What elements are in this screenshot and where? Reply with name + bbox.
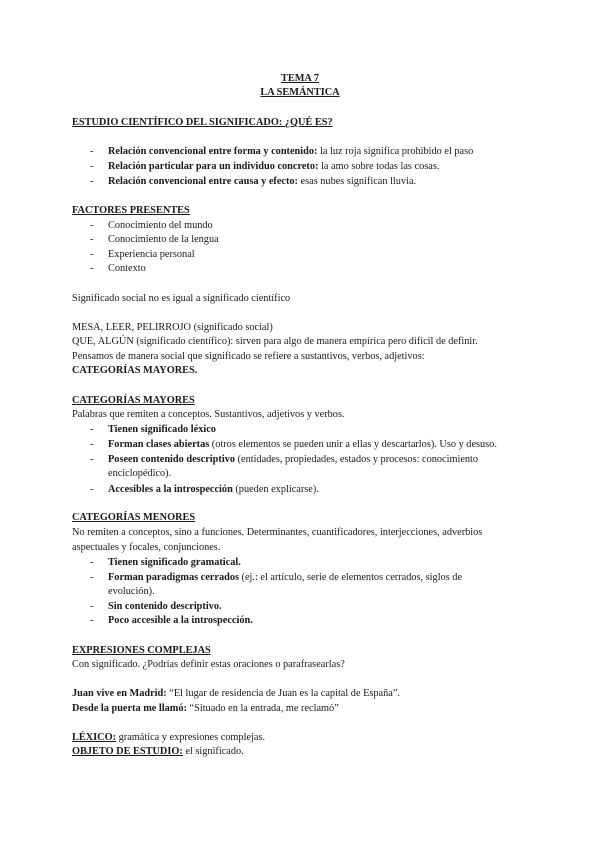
section-heading-factores: FACTORES PRESENTES: [72, 205, 190, 216]
list-dash: -: [90, 263, 94, 274]
list-dash: -: [90, 572, 94, 583]
list-item: Tienen significado léxico: [108, 424, 216, 435]
paragraph: Palabras que remiten a conceptos. Sustantivos, adjetivos y verbos.: [72, 409, 345, 420]
list-dash: -: [90, 176, 94, 187]
list-item: Sin contenido descriptivo.: [108, 601, 222, 612]
list-item-continuation: enciclopédico).: [108, 468, 172, 479]
list-dash: -: [90, 161, 94, 172]
list-item: Forman clases abiertas (otros elementos se pueden unir a ellas y descartarlos). Uso y desuso.: [108, 439, 497, 450]
list-dash: -: [90, 439, 94, 450]
paragraph: aspectuales y focales, conjunciones.: [72, 542, 221, 553]
list-item: Relación particular para un individuo concreto: la amo sobre todas las cosas.: [108, 161, 440, 172]
paragraph: No remiten a conceptos, sino a funciones. Determinantes, cuantificadores, interjecciones, adverbios: [72, 527, 483, 538]
list-item-continuation: evolución).: [108, 586, 155, 597]
list-item: Tienen significado gramatical.: [108, 557, 241, 568]
lexico-line: LÉXICO: gramática y expresiones complejas.: [72, 732, 266, 743]
example-line: Desde la puerta me llamó: “Situado en la entrada, me reclamó”: [72, 703, 339, 714]
list-item: Forman paradigmas cerrados (ej.: el artículo, serie de elementos cerrados, siglos de: [108, 572, 463, 583]
list-dash: -: [90, 424, 94, 435]
list-dash: -: [90, 249, 94, 260]
section-heading-menores: CATEGORÍAS MENORES: [72, 512, 196, 523]
list-dash: -: [90, 557, 94, 568]
paragraph: QUE, ALGÚN (significado científico): sirven para algo de manera empírica pero difícil de definir.: [72, 336, 478, 347]
list-item: Conocimiento del mundo: [108, 220, 213, 231]
paragraph: Significado social no es igual a significado científico: [72, 293, 291, 304]
list-item: Relación convencional entre causa y efecto: esas nubes significan lluvia.: [108, 176, 417, 187]
section-heading-estudio: ESTUDIO CIENTÍFICO DEL SIGNIFICADO: ¿QUÉ ES?: [72, 117, 333, 128]
list-item: Conocimiento de la lengua: [108, 234, 219, 245]
doc-title-line1: TEMA 7: [280, 73, 320, 84]
paragraph: Pensamos de manera social que significado se refiere a sustantivos, verbos, adjetivos:: [72, 351, 425, 362]
list-dash: -: [90, 234, 94, 245]
paragraph: MESA, LEER, PELIRROJO (significado social): [72, 322, 273, 333]
doc-title-line2: LA SEMÁNTICA: [260, 87, 340, 98]
list-dash: -: [90, 601, 94, 612]
list-dash: -: [90, 615, 94, 626]
list-item: Contexto: [108, 263, 146, 274]
list-dash: -: [90, 220, 94, 231]
section-heading-expresiones: EXPRESIONES COMPLEJAS: [72, 645, 211, 656]
paragraph: Con significado. ¿Podrías definir estas oraciones o parafrasearlas?: [72, 659, 345, 670]
list-dash: -: [90, 146, 94, 157]
section-heading-mayores: CATEGORÍAS MAYORES: [72, 395, 195, 406]
list-item: Relación convencional entre forma y contenido: la luz roja significa prohibido el paso: [108, 146, 474, 157]
paragraph-bold: CATEGORÍAS MAYORES.: [72, 365, 198, 376]
list-item: Experiencia personal: [108, 249, 195, 260]
objeto-line: OBJETO DE ESTUDIO: el significado.: [72, 746, 244, 757]
list-dash: -: [90, 484, 94, 495]
list-item: Poco accesible a la introspección.: [108, 615, 253, 626]
list-item: Poseen contenido descriptivo (entidades, propiedades, estados y procesos: conocimiento: [108, 454, 479, 465]
list-item: Accesibles a la introspección (pueden explicarse).: [108, 484, 319, 495]
example-line: Juan vive en Madrid: “El lugar de residencia de Juan es la capital de España”.: [72, 688, 400, 699]
list-dash: -: [90, 454, 94, 465]
